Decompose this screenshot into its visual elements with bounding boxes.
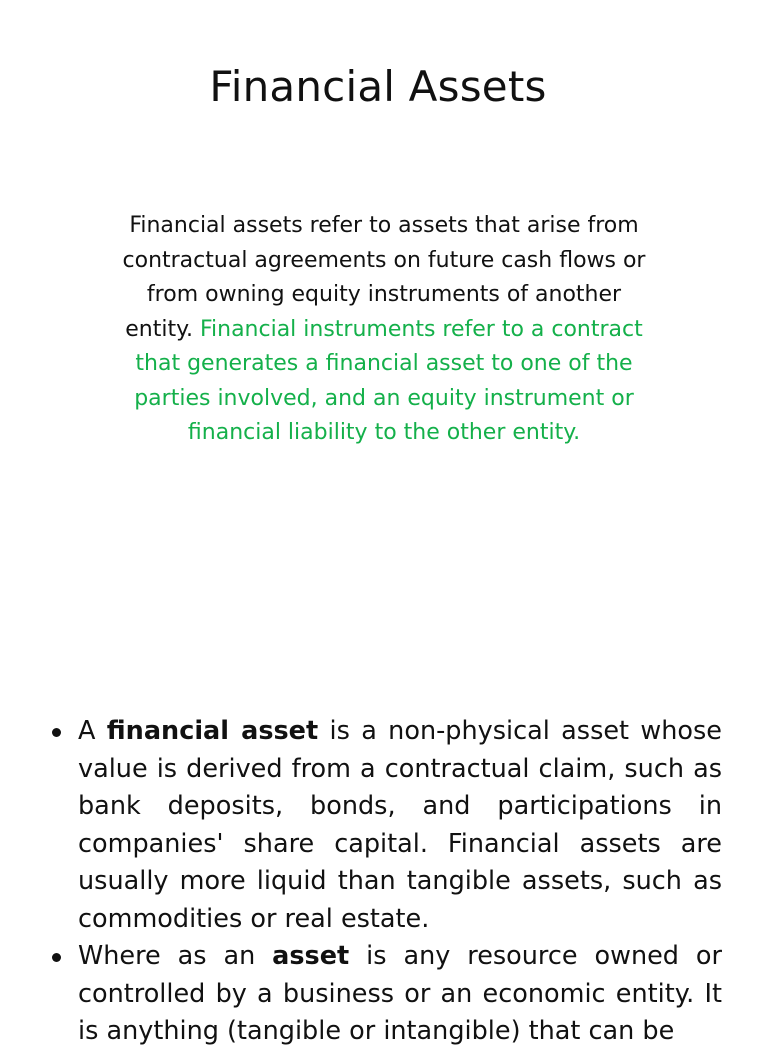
bullet-dot-icon bbox=[52, 953, 61, 962]
bullet-item-asset bbox=[46, 938, 722, 1051]
bullet-lead-text: Where as an bbox=[78, 941, 273, 971]
intro-highlighted-text: Financial instruments refer to a contract that generates a financial asset to one of the parties involved, and an equity instrument or financial liability to the other entity. bbox=[134, 316, 643, 445]
bullet-body-text: is a non-physical asset whose value is derived from a contractual claim, such as bank deposits, bonds, and participations in companies' share capital. Financial assets are usually more liquid than tangible assets, such as commodities or real estate. bbox=[78, 716, 722, 934]
bullet-dot-icon bbox=[52, 728, 61, 737]
bullet-bold-term: asset bbox=[272, 941, 350, 971]
bullet-list bbox=[46, 713, 722, 1051]
page-title: Financial Assets bbox=[209, 62, 547, 111]
bullet-body-text: is any resource owned or controlled by a business or an economic entity. It is anything (tangible or intangible) that can be bbox=[78, 941, 722, 1046]
bullet-bold-term: financial asset bbox=[106, 716, 319, 746]
intro-paragraph bbox=[120, 209, 648, 451]
bullet-item-financial-asset bbox=[46, 713, 722, 938]
intro-definition-text: Financial assets refer to assets that arise from contractual agreements on future cash flows or from owning equity instruments of another entity. bbox=[122, 213, 646, 342]
bullet-lead-text: A bbox=[78, 716, 107, 746]
